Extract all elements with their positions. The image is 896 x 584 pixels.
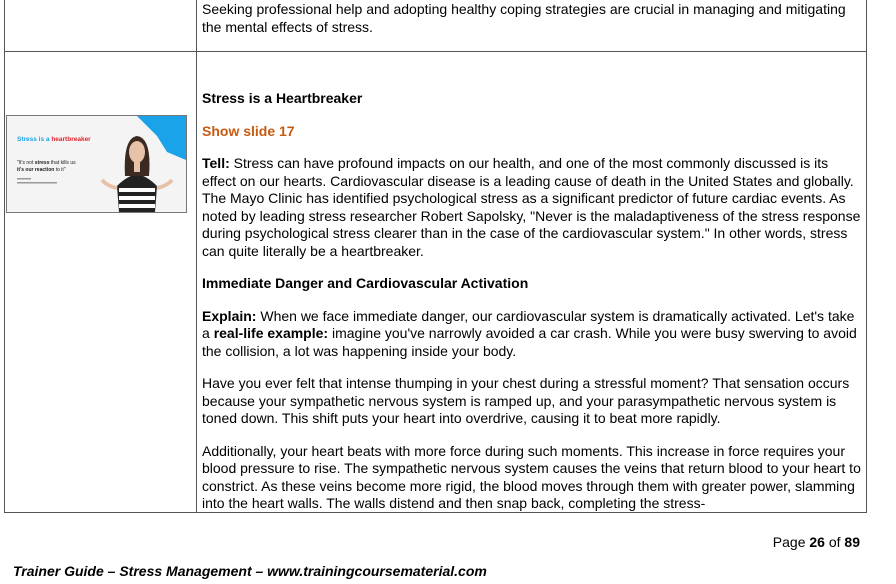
explain-text: When we face immediate danger, our cardiovascular system is dramatically activated. Let's take a <box>202 307 855 341</box>
explain-label: Explain: <box>202 307 257 324</box>
svg-text:Stress is a heartbreaker: Stress is a heartbreaker <box>17 136 91 143</box>
current-page: 26 <box>809 534 825 550</box>
tell-label: Tell: <box>202 155 230 171</box>
content-table <box>4 0 867 513</box>
total-pages: 89 <box>844 534 860 550</box>
row1-text <box>202 1 864 51</box>
explain-paragraph <box>202 308 864 361</box>
footer-guide: Trainer Guide – Stress Management – www.trainingcoursematerial.com <box>13 563 487 579</box>
paragraph: Additionally, your heart beats with more force during such moments. This increase in force requires your blood pressure to rise. The sympathetic nervous system causes the veins that return blood to your heart to constrict. As these veins become more rigid, the blood moves through them with greater power, slamming into the heart walls. The walls distend and then snap back, completing the stress- <box>202 442 861 511</box>
show-slide-instruction: Show slide 17 <box>202 122 295 139</box>
explain-bold: real-life example: <box>213 325 329 341</box>
column-divider <box>196 0 197 512</box>
section-heading: Stress is a Heartbreaker <box>202 90 363 106</box>
tell-text: Stress can have profound impacts on our health, and one of the most commonly discussed is its effect on our hearts. Cardiovascular disease is a leading cause of death in the United States and globally. The Mayo Clinic has identified psychological stress as a significant predictor of future cardiac events. As noted by leading stress researcher Robert Sapolsky, "Never is the maladaptiveness of the stress response during psychological stress clearer than in the case of the cardiovascular system." In other words, stress can quite literally be a heartbreaker. <box>202 155 861 259</box>
row2-text <box>202 90 864 513</box>
paragraph: Seeking professional help and adopting healthy coping strategies are crucial in managing and mitigating the mental effects of stress. <box>202 1 846 35</box>
slide-image <box>7 116 186 212</box>
slide-thumbnail <box>6 115 187 213</box>
paragraph: Have you ever felt that intense thumping in your chest during a stressful moment? That sensation occurs because your sympathetic nervous system is ramped up, and your parasympathetic nervous system is toned down. This shift puts your heart into overdrive, causing it to beat more rapidly. <box>202 375 850 426</box>
subheading: Immediate Danger and Cardiovascular Activation <box>202 275 529 291</box>
explain-text: imagine you've narrowly avoided a car crash. While you were busy swerving to avoid the collision, a lot was happening inside your body. <box>202 325 857 359</box>
page-number <box>773 534 860 550</box>
page-prefix: Page <box>772 534 810 550</box>
page-of: of <box>824 534 845 550</box>
svg-text:it's our reaction to it": it's our reaction to it" <box>17 167 66 173</box>
tell-paragraph <box>202 155 864 260</box>
row-divider <box>5 51 866 52</box>
svg-text:"It's not stress that kills us: "It's not stress that kills us <box>17 160 76 166</box>
